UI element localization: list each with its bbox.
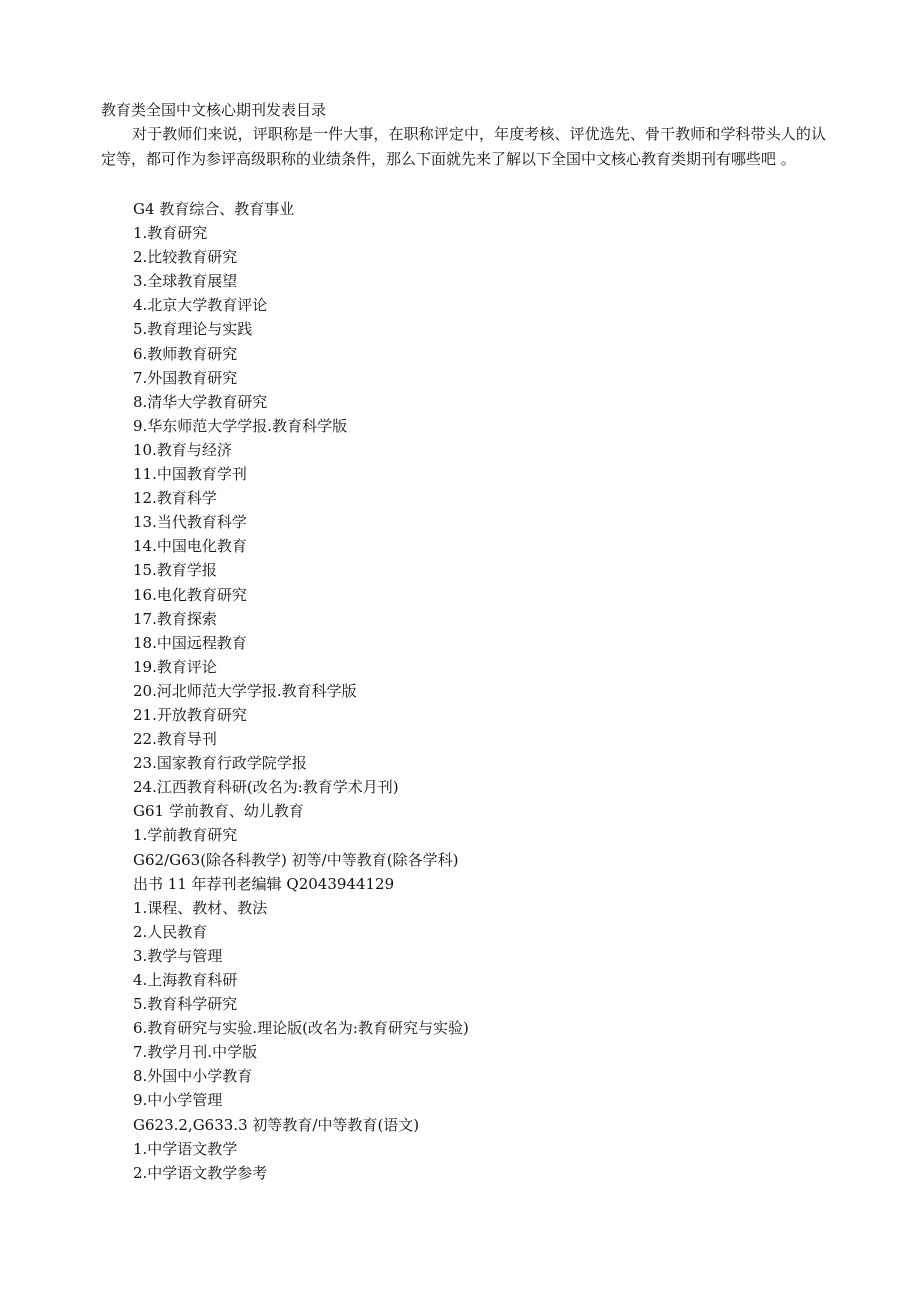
list-item: 21.开放教育研究 <box>133 705 247 724</box>
list-item: 24.江西教育科研(改名为:教育学术月刊) <box>133 778 399 797</box>
list-item: 3.教学与管理 <box>133 946 223 965</box>
list-item: 3.全球教育展望 <box>133 272 238 291</box>
list-item: 8.外国中小学教育 <box>133 1067 253 1086</box>
list-item: 6.教育研究与实验.理论版(改名为:教育研究与实验) <box>133 1019 469 1038</box>
list-item: 12.教育科学 <box>133 489 217 508</box>
list-item: 4.北京大学教育评论 <box>133 296 268 315</box>
intro-paragraph: 对于教师们来说，评职称是一件大事，在职称评定中，年度考核、评优选先、骨干教师和学科带头人的认定等，都可作为参评高级职称的业绩条件，那么下面就先来了解以下全国中文核心教育类期刊有哪些吧 。 <box>101 125 826 168</box>
list-item: 9.中小学管理 <box>133 1091 223 1110</box>
list-item: 7.教学月刊.中学版 <box>133 1043 258 1062</box>
list-item: 5.教育科学研究 <box>133 995 238 1014</box>
list-item: 22.教育导刊 <box>133 730 217 749</box>
list-item: 15.教育学报 <box>133 561 217 580</box>
list-item: 17.教育探索 <box>133 609 217 628</box>
list-item: 23.国家教育行政学院学报 <box>133 754 307 773</box>
list-item: 7.外国教育研究 <box>133 368 238 387</box>
list-item: 6.教师教育研究 <box>133 344 238 363</box>
list-item: 11.中国教育学刊 <box>133 465 247 484</box>
list-item: 2.比较教育研究 <box>133 248 238 267</box>
list-item: 19.教育评论 <box>133 657 217 676</box>
list-item: 14.中国电化教育 <box>133 537 247 556</box>
list-item: G62/G63(除各科教学) 初等/中等教育(除各学科) <box>133 850 459 869</box>
list-item: 1.中学语文教学 <box>133 1139 238 1158</box>
list-item: 20.河北师范大学学报.教育科学版 <box>133 681 357 700</box>
list-item: 18.中国远程教育 <box>133 633 247 652</box>
list-item: 1.教育研究 <box>133 224 208 243</box>
list-item: 出书 11 年荐刊老编辑 Q2043944129 <box>133 874 395 893</box>
list-item: 2.中学语文教学参考 <box>133 1163 268 1182</box>
list-item: G623.2,G633.3 初等教育/中等教育(语文) <box>133 1115 420 1134</box>
list-item: 9.华东师范大学学报.教育科学版 <box>133 416 348 435</box>
list-item: 2.人民教育 <box>133 922 208 941</box>
list-item: 4.上海教育科研 <box>133 971 238 989</box>
list-item: 1.课程、教材、教法 <box>133 898 268 917</box>
list-item: G4 教育综合、教育事业 <box>133 200 295 218</box>
list-item: G61 学前教育、幼儿教育 <box>133 802 304 821</box>
journal-list <box>133 197 469 1185</box>
document-title: 教育类全国中文核心期刊发表目录 <box>101 101 327 119</box>
list-item: 5.教育理论与实践 <box>133 320 253 339</box>
list-item: 8.清华大学教育研究 <box>133 392 268 411</box>
list-item: 16.电化教育研究 <box>133 585 247 604</box>
list-item: 1.学前教育研究 <box>133 826 238 845</box>
list-item: 10.教育与经济 <box>133 440 232 459</box>
list-item: 13.当代教育科学 <box>133 513 247 532</box>
